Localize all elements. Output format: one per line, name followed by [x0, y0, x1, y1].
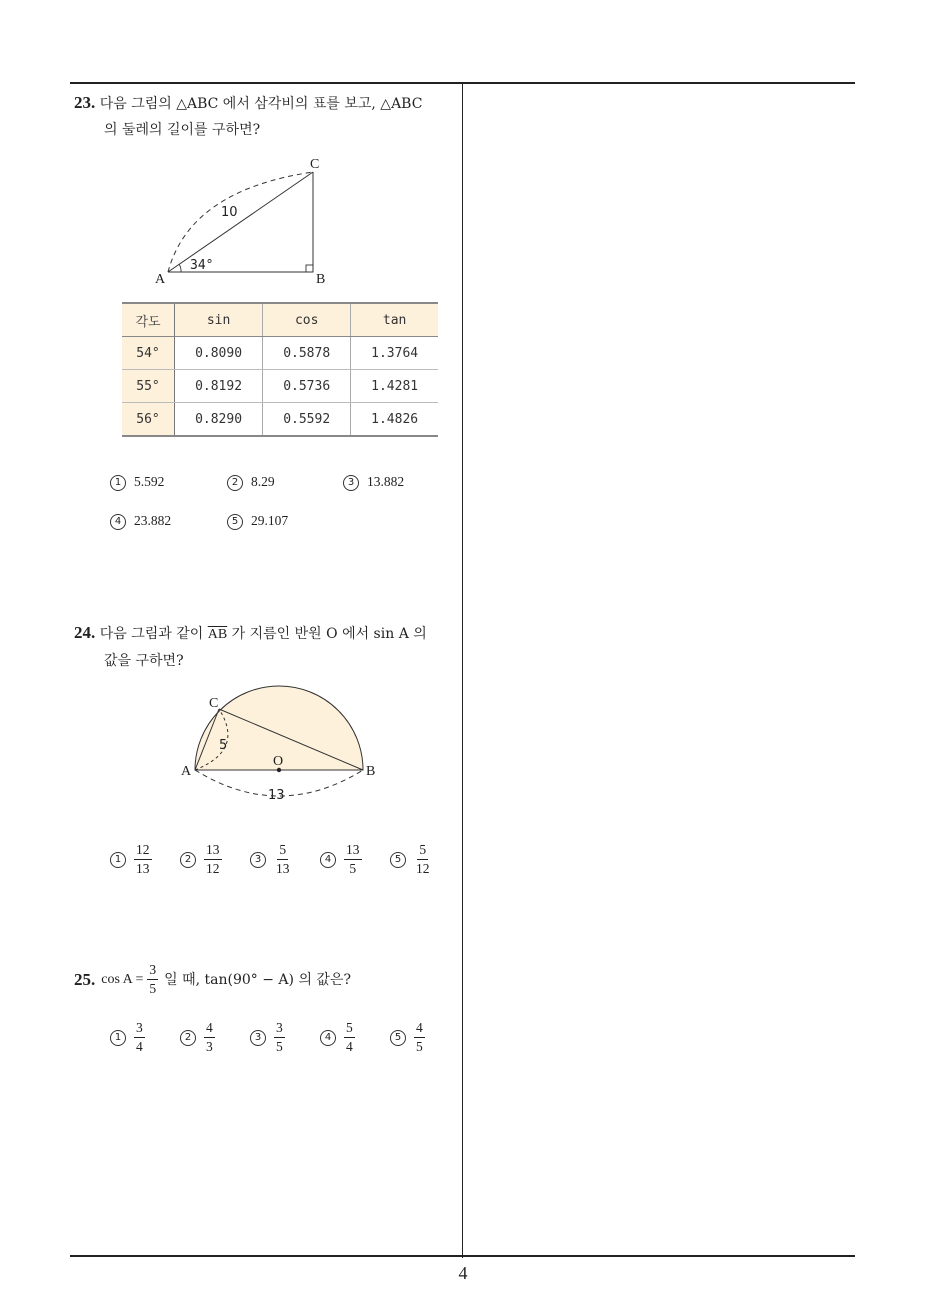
choice-mark: 1 [110, 1030, 126, 1046]
table-header: sin [175, 303, 263, 337]
denominator: 4 [346, 1039, 353, 1054]
choice-4[interactable] [110, 513, 171, 530]
choice-mark: 4 [320, 1030, 336, 1046]
denominator: 13 [136, 861, 150, 876]
side-ac [168, 172, 313, 272]
numerator: 5 [277, 842, 288, 860]
vertex-label-a: A [155, 272, 166, 287]
numerator: 3 [134, 1020, 145, 1038]
choice-mark: 5 [390, 852, 406, 868]
fraction [147, 962, 158, 997]
table-cell: 0.8290 [175, 403, 263, 437]
denominator: 4 [136, 1039, 143, 1054]
table-cell: 55° [122, 370, 175, 403]
table-cell: 0.8192 [175, 370, 263, 403]
choice-mark: 5 [227, 514, 243, 530]
numerator: 3 [274, 1020, 285, 1038]
question-23 [74, 89, 459, 144]
question-number: 25. [74, 969, 96, 989]
fraction [414, 842, 432, 877]
numerator: 13 [344, 842, 362, 860]
numerator: 4 [414, 1020, 425, 1038]
question-text-post: 가 지름인 반원 O 에서 sin A 의 [231, 626, 427, 642]
vertex-label-c: C [310, 157, 320, 172]
length-label-ac: 5 [219, 738, 228, 753]
choice-text: 13.882 [367, 474, 405, 489]
choice-4[interactable] [320, 1020, 355, 1055]
choice-4[interactable] [320, 842, 362, 877]
question-text-line2: 의 둘레의 길이를 구하면? [104, 122, 261, 138]
denominator: 5 [349, 861, 357, 876]
choice-mark: 1 [110, 475, 126, 491]
denominator: 5 [276, 1039, 283, 1054]
choice-mark: 3 [343, 475, 359, 491]
denominator: 5 [416, 1039, 423, 1054]
numerator: 5 [417, 842, 428, 860]
page-number: 4 [458, 1263, 468, 1283]
table-cell: 0.5736 [263, 370, 351, 403]
choice-mark: 4 [110, 514, 126, 530]
choice-text: 29.107 [251, 513, 289, 528]
trig-table [122, 302, 438, 437]
denominator: 12 [206, 861, 220, 876]
center-label-o: O [273, 754, 284, 769]
column-divider [462, 83, 463, 1258]
fraction [134, 1020, 145, 1055]
fraction [134, 842, 152, 877]
fraction [204, 842, 222, 877]
choice-2[interactable] [180, 1020, 215, 1055]
numerator: 3 [147, 962, 158, 980]
vertex-label-c: C [209, 696, 219, 711]
denominator: 5 [149, 981, 157, 996]
table-cell: 1.4281 [351, 370, 438, 403]
vertex-label-b: B [366, 764, 376, 779]
choice-mark: 2 [227, 475, 243, 491]
choice-mark: 2 [180, 852, 196, 868]
length-label-ab: 13 [268, 788, 285, 803]
semicircle-figure [175, 680, 390, 810]
angle-arc [179, 264, 181, 272]
numerator: 4 [204, 1020, 215, 1038]
choice-mark: 3 [250, 852, 266, 868]
choice-text: 5.592 [134, 474, 165, 489]
table-row [122, 370, 438, 403]
fraction [414, 1020, 425, 1055]
table-cell: 54° [122, 337, 175, 370]
question-text-post: 일 때, tan(90° − A) 의 값은? [164, 971, 351, 988]
choice-1[interactable] [110, 474, 164, 491]
question-24 [74, 619, 459, 675]
choice-5[interactable] [390, 842, 432, 877]
denominator: 3 [206, 1039, 213, 1054]
choice-3[interactable] [250, 1020, 285, 1055]
question-text-pre: cos A = [101, 971, 144, 987]
fraction [274, 842, 292, 877]
table-cell: 1.3764 [351, 337, 438, 370]
triangle-figure [150, 150, 340, 290]
angle-label: 34° [190, 258, 214, 273]
numerator: 5 [344, 1020, 355, 1038]
question-25 [74, 962, 459, 997]
choice-mark: 1 [110, 852, 126, 868]
choice-mark: 3 [250, 1030, 266, 1046]
table-cell: 0.5592 [263, 403, 351, 437]
choice-5[interactable] [227, 513, 288, 530]
choice-mark: 4 [320, 852, 336, 868]
question-text-pre: 다음 그림과 같이 [99, 626, 204, 642]
choice-5[interactable] [390, 1020, 425, 1055]
choice-mark: 5 [390, 1030, 406, 1046]
length-label: 10 [221, 205, 238, 220]
table-row [122, 403, 438, 437]
table-header: tan [351, 303, 438, 337]
question-text-line1: 다음 그림의 △ABC 에서 삼각비의 표를 보고, △ABC [99, 96, 423, 112]
table-row [122, 337, 438, 370]
choice-1[interactable] [110, 842, 152, 877]
choice-text: 8.29 [251, 474, 275, 489]
denominator: 13 [276, 861, 290, 876]
bottom-rule [70, 1255, 855, 1257]
denominator: 12 [416, 861, 430, 876]
table-cell: 1.4826 [351, 403, 438, 437]
table-header: cos [263, 303, 351, 337]
choice-mark: 2 [180, 1030, 196, 1046]
choice-3[interactable] [343, 474, 404, 491]
question-text-line2: 값을 구하면? [104, 653, 184, 669]
right-angle-mark [306, 265, 313, 272]
numerator: 13 [204, 842, 222, 860]
choice-2[interactable] [180, 842, 222, 877]
table-cell: 0.8090 [175, 337, 263, 370]
question-number: 23. [74, 93, 96, 112]
fraction [274, 1020, 285, 1055]
table-cell: 56° [122, 403, 175, 437]
vertex-label-b: B [316, 272, 326, 287]
segment-ab: $\overline{AB}$ [207, 627, 228, 642]
choice-3[interactable] [250, 842, 292, 877]
choice-text: 23.882 [134, 513, 172, 528]
table-cell: 0.5878 [263, 337, 351, 370]
fraction [344, 842, 362, 877]
choice-2[interactable] [227, 474, 275, 491]
choice-1[interactable] [110, 1020, 145, 1055]
table-header: 각도 [122, 303, 175, 337]
fraction [204, 1020, 215, 1055]
numerator: 12 [134, 842, 152, 860]
question-number: 24. [74, 623, 96, 642]
fraction [344, 1020, 355, 1055]
vertex-label-a: A [181, 764, 192, 779]
table-header-row [122, 303, 438, 337]
